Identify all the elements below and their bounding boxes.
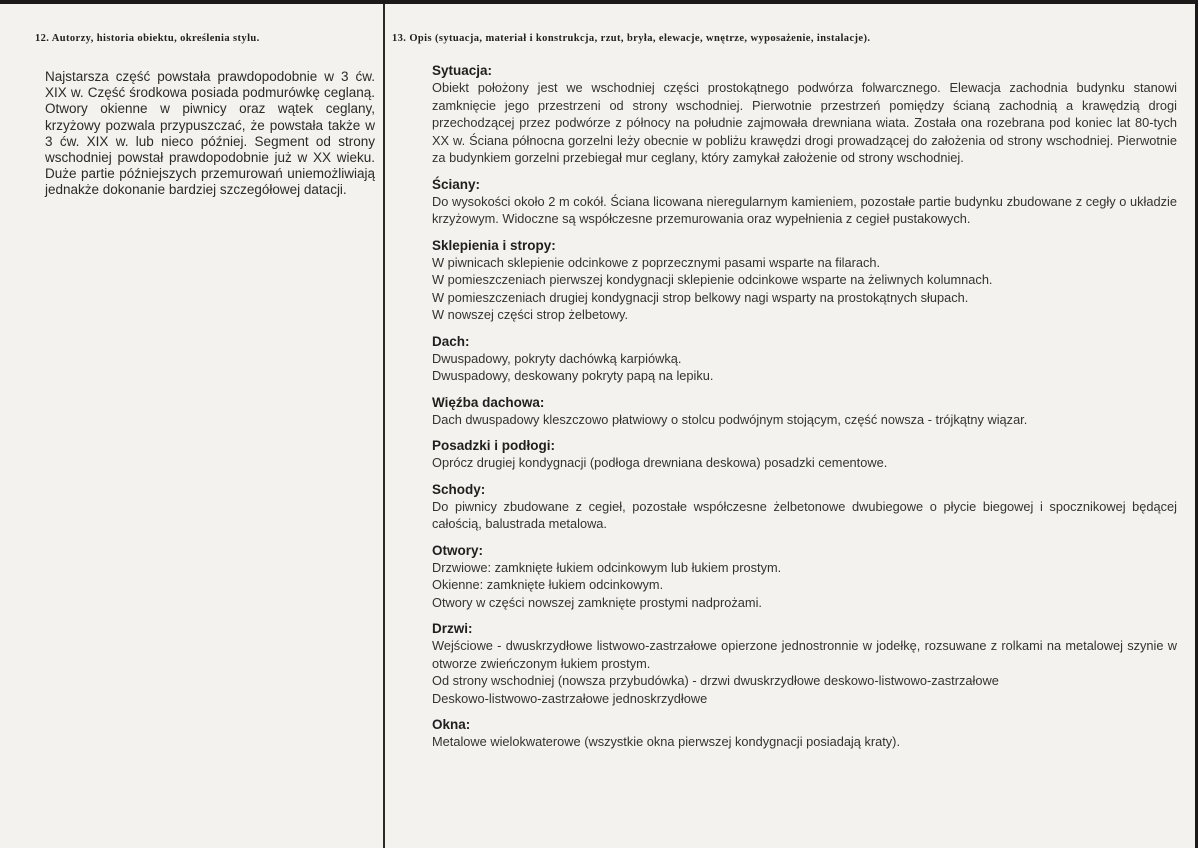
- description-section: [432, 394, 1177, 429]
- section-body: [432, 193, 1177, 228]
- section-line: Do wysokości około 2 m cokół. Ściana licowana nieregularnym kamieniem, pozostałe partie budynku zbudowane z cegły o układzie krzyżowym. Widoczne są współczesne przemurowania oraz wypełnienia z cegieł pustakowych.: [432, 193, 1177, 226]
- description-section: [432, 716, 1177, 751]
- section-line: Oprócz drugiej kondygnacji (podłoga drewniana deskowa) posadzki cementowe.: [432, 455, 888, 470]
- section-line: Dwuspadowy, deskowany pokryty papą na lepiku.: [432, 368, 714, 383]
- section-body: [432, 411, 1177, 429]
- section-title: Otwory:: [432, 542, 484, 558]
- section-line: Obiekt położony jest we wschodniej części prostokątnego podwórza folwarcznego. Elewacja zachodnia budynku stanowi zamknięcie jego przestrzeni od strony wschodniej. Pierwotnie przestrzeń pomiędzy ścianą zachodnią a krawędzią drogi przechodzącej przez podwórze z północy na południe zajmowała drewniana wiata. Została ona rozebrana pod koniec lat 80-tych XX w. Ściana północna gorzelni leży obecnie w pobliżu krawędzi drogi prowadzącej do założenia od strony wschodniej. Pierwotnie za budynkiem gorzelni przebiegał mur ceglany, który zamykał założenie od strony wschodniej.: [432, 80, 1177, 165]
- section-body: [432, 733, 1177, 751]
- section-body: [432, 350, 1177, 385]
- section-line: Deskowo-listwowo-zastrzałowe jednoskrzydłowe: [432, 690, 708, 706]
- section-line: W pomieszczeniach drugiej kondygnacji strop belkowy nagi wsparty na prostokątnych słupach.: [432, 289, 969, 305]
- section-body: [432, 637, 1177, 707]
- section-line: Dach dwuspadowy kleszczowo płatwiowy o stolcu podwójnym stojącym, część nowsza - trójkątny wiązar.: [432, 411, 1028, 427]
- column-divider: [383, 4, 385, 848]
- section-body: [432, 559, 1177, 612]
- section-body: [432, 79, 1177, 167]
- section-title: Więźba dachowa:: [432, 394, 545, 410]
- section-title: Okna:: [432, 717, 471, 732]
- page-top-edge: [0, 0, 1198, 4]
- section-title: Posadzki i podłogi:: [432, 438, 556, 453]
- description-section: [432, 176, 1177, 228]
- section-line: Metalowe wielokwaterowe (wszystkie okna pierwszej kondygnacji posiadają kraty).: [432, 734, 900, 749]
- section-body: [432, 454, 1177, 472]
- description-section: [432, 437, 1177, 472]
- description-section: [432, 542, 1177, 612]
- section-title: Ściany:: [432, 176, 481, 192]
- section-line: W piwnicach sklepienie odcinkowe z poprzecznymi pasami wsparte na filarach.: [432, 254, 881, 270]
- description-section: [432, 620, 1177, 707]
- description-section: [432, 333, 1177, 385]
- history-column: [35, 33, 375, 199]
- section-title: Sklepienia i stropy:: [432, 237, 556, 253]
- description-section: [432, 237, 1177, 324]
- section-title: Sytuacja:: [432, 63, 493, 78]
- description-section: [432, 481, 1177, 533]
- section-body: [432, 254, 1177, 324]
- section-body: [432, 498, 1177, 533]
- section-line: Wejściowe - dwuskrzydłowe listwowo-zastrzałowe opierzone jednostronnie w jodełkę, rozsuwane z rolkami na metalowej szynie w otworze zwieńczonym łukiem prostym.: [432, 638, 1177, 671]
- section-title: Schody:: [432, 481, 486, 497]
- section-title: Dach:: [432, 333, 470, 349]
- section-line: W nowszej części strop żelbetowy.: [432, 307, 629, 322]
- section-line: Otwory w części nowszej zamknięte prostymi nadprożami.: [432, 594, 762, 610]
- description-sections: [432, 62, 1177, 751]
- section-line: Drzwiowe: zamknięte łukiem odcinkowym lub łukiem prostym.: [432, 559, 782, 575]
- description-column: [392, 33, 1177, 760]
- section-line: Od strony wschodniej (nowsza przybudówka) - drzwi dwuskrzydłowe deskowo-listwowo-zastrzałowe: [432, 673, 999, 688]
- section-line: Okienne: zamknięte łukiem odcinkowym.: [432, 577, 664, 592]
- section-line: Dwuspadowy, pokryty dachówką karpiówką.: [432, 350, 682, 366]
- section-title: Drzwi:: [432, 621, 473, 636]
- description-heading: 13. Opis (sytuacja, materiał i konstrukcja, rzut, bryła, elewacje, wnętrze, wyposażenie, instalacje).: [392, 33, 871, 44]
- history-heading: 12. Autorzy, historia obiektu, określenia stylu.: [35, 33, 260, 44]
- description-section: [432, 62, 1177, 167]
- section-line: W pomieszczeniach pierwszej kondygnacji sklepienie odcinkowe wsparte na żeliwnych kolumnach.: [432, 272, 993, 287]
- section-line: Do piwnicy zbudowane z cegieł, pozostałe współczesne żelbetonowe dwubiegowe o płycie biegowej i spocznikowej będącej całością, balustrada metalowa.: [432, 498, 1177, 531]
- history-text: Najstarsza część powstała prawdopodobnie w 3 ćw. XIX w. Część środkowa posiada podmurówkę ceglaną. Otwory okienne w piwnicy oraz wątek ceglany, krzyżowy pozwala przypuszczać, że powstała także w 3 ćw. XIX w. lub nieco później. Segment od strony wschodniej powstał prawdopodobnie już w XX wieku. Duże partie późniejszych przemurowań uniemożliwiają jednakże dokonanie bardziej szczegółowej datacji.: [45, 69, 375, 198]
